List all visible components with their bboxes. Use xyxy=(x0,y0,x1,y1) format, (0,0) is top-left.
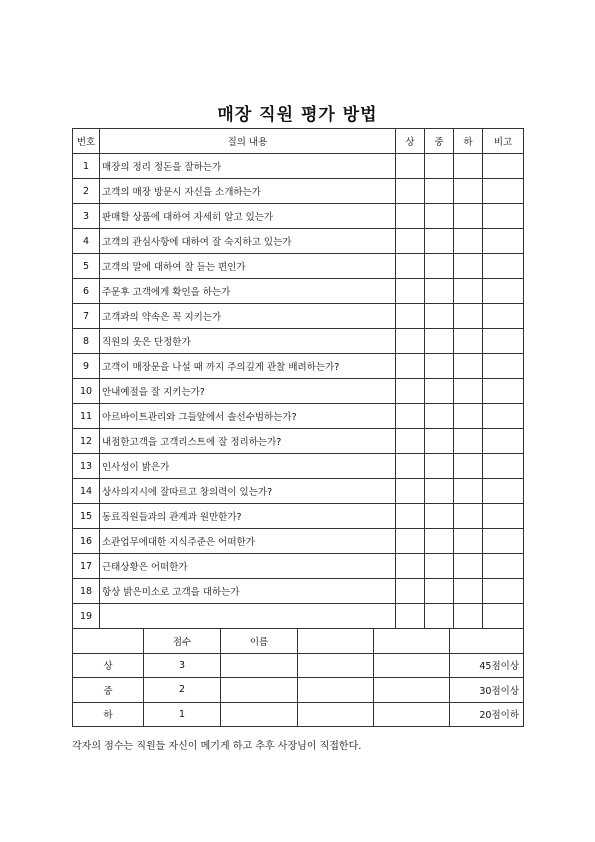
check-low-cell[interactable] xyxy=(454,379,483,404)
row-number: 1 xyxy=(73,154,100,179)
remark-cell[interactable] xyxy=(483,604,524,629)
row-question: 인사성이 밝은가 xyxy=(100,454,396,479)
table-row xyxy=(73,304,524,329)
row-number: 3 xyxy=(73,204,100,229)
row-number: 4 xyxy=(73,229,100,254)
header-remark: 비고 xyxy=(483,129,524,154)
row-question: 직원의 옷은 단정한가 xyxy=(100,329,396,354)
blank-cell[interactable] xyxy=(374,678,450,703)
score-header-row xyxy=(73,629,524,654)
score-row xyxy=(73,653,524,678)
check-mid-cell[interactable] xyxy=(425,479,454,504)
check-high-cell[interactable] xyxy=(396,279,425,304)
score-level: 중 xyxy=(73,678,144,703)
check-mid-cell[interactable] xyxy=(425,154,454,179)
check-low-cell[interactable] xyxy=(454,179,483,204)
remark-cell[interactable] xyxy=(483,204,524,229)
check-mid-cell[interactable] xyxy=(425,554,454,579)
row-question: 주문후 고객에게 확인을 하는가 xyxy=(100,279,396,304)
row-number: 5 xyxy=(73,254,100,279)
score-header-name: 이름 xyxy=(221,629,298,654)
remark-cell[interactable] xyxy=(483,229,524,254)
row-number: 10 xyxy=(73,379,100,404)
check-mid-cell[interactable] xyxy=(425,204,454,229)
check-high-cell[interactable] xyxy=(396,554,425,579)
table-row xyxy=(73,229,524,254)
remark-cell[interactable] xyxy=(483,154,524,179)
row-question: 항상 밝은미소로 고객을 대하는가 xyxy=(100,579,396,604)
header-high: 상 xyxy=(396,129,425,154)
remark-cell[interactable] xyxy=(483,579,524,604)
remark-cell[interactable] xyxy=(483,304,524,329)
remark-cell[interactable] xyxy=(483,404,524,429)
check-mid-cell[interactable] xyxy=(425,504,454,529)
table-row xyxy=(73,204,524,229)
check-mid-cell[interactable] xyxy=(425,604,454,629)
row-number: 11 xyxy=(73,404,100,429)
row-number: 6 xyxy=(73,279,100,304)
row-number: 18 xyxy=(73,579,100,604)
table-row xyxy=(73,404,524,429)
header-low: 하 xyxy=(454,129,483,154)
check-low-cell[interactable] xyxy=(454,329,483,354)
check-low-cell[interactable] xyxy=(454,304,483,329)
row-number: 19 xyxy=(73,604,100,629)
score-value: 2 xyxy=(144,678,221,703)
remark-cell[interactable] xyxy=(483,554,524,579)
score-row xyxy=(73,702,524,727)
check-high-cell[interactable] xyxy=(396,454,425,479)
check-low-cell[interactable] xyxy=(454,454,483,479)
row-question: 고객의 관심사항에 대하여 잘 숙지하고 있는가 xyxy=(100,229,396,254)
table-row xyxy=(73,529,524,554)
check-mid-cell[interactable] xyxy=(425,529,454,554)
remark-cell[interactable] xyxy=(483,179,524,204)
score-level: 상 xyxy=(73,653,144,678)
score-header-blank xyxy=(73,629,144,654)
blank-cell[interactable] xyxy=(298,653,374,678)
blank-cell[interactable] xyxy=(298,702,374,727)
row-question: 안내예절을 잘 지키는가? xyxy=(100,379,396,404)
name-cell[interactable] xyxy=(221,678,298,703)
check-mid-cell[interactable] xyxy=(425,304,454,329)
check-high-cell[interactable] xyxy=(396,529,425,554)
blank-cell[interactable] xyxy=(374,702,450,727)
check-mid-cell[interactable] xyxy=(425,379,454,404)
row-question: 동료직원들과의 관계과 원만한가? xyxy=(100,504,396,529)
remark-cell[interactable] xyxy=(483,379,524,404)
row-number: 16 xyxy=(73,529,100,554)
evaluation-header-row xyxy=(73,129,524,154)
table-row xyxy=(73,504,524,529)
table-row xyxy=(73,454,524,479)
check-mid-cell[interactable] xyxy=(425,229,454,254)
check-high-cell[interactable] xyxy=(396,479,425,504)
table-row xyxy=(73,379,524,404)
row-number: 13 xyxy=(73,454,100,479)
check-high-cell[interactable] xyxy=(396,604,425,629)
score-value: 3 xyxy=(144,653,221,678)
name-cell[interactable] xyxy=(221,653,298,678)
row-number: 12 xyxy=(73,429,100,454)
check-low-cell[interactable] xyxy=(454,504,483,529)
check-low-cell[interactable] xyxy=(454,229,483,254)
score-header-empty xyxy=(374,629,450,654)
row-question: 상사의지시에 잘따르고 창의력이 있는가? xyxy=(100,479,396,504)
remark-cell[interactable] xyxy=(483,279,524,304)
remark-cell[interactable] xyxy=(483,429,524,454)
score-standard: 20점이하 xyxy=(450,702,524,727)
evaluation-table xyxy=(72,128,524,629)
remark-cell[interactable] xyxy=(483,504,524,529)
check-low-cell[interactable] xyxy=(454,479,483,504)
remark-cell[interactable] xyxy=(483,454,524,479)
row-question: 고객의 매장 방문시 자신을 소개하는가 xyxy=(100,179,396,204)
table-row xyxy=(73,329,524,354)
name-cell[interactable] xyxy=(221,702,298,727)
score-table xyxy=(72,628,524,727)
score-standard: 30점이상 xyxy=(450,678,524,703)
table-row xyxy=(73,179,524,204)
check-low-cell[interactable] xyxy=(454,204,483,229)
row-number: 2 xyxy=(73,179,100,204)
remark-cell[interactable] xyxy=(483,329,524,354)
check-high-cell[interactable] xyxy=(396,329,425,354)
row-question: 근태상황은 어떠한가 xyxy=(100,554,396,579)
check-mid-cell[interactable] xyxy=(425,354,454,379)
row-number: 17 xyxy=(73,554,100,579)
remark-cell[interactable] xyxy=(483,479,524,504)
row-number: 8 xyxy=(73,329,100,354)
row-question: 소관업무에대한 지식주준은 어떠한가 xyxy=(100,529,396,554)
check-mid-cell[interactable] xyxy=(425,454,454,479)
row-question: 판매할 상품에 대하여 자세히 알고 있는가 xyxy=(100,204,396,229)
check-low-cell[interactable] xyxy=(454,529,483,554)
check-low-cell[interactable] xyxy=(454,604,483,629)
header-mid: 중 xyxy=(425,129,454,154)
check-high-cell[interactable] xyxy=(396,354,425,379)
check-mid-cell[interactable] xyxy=(425,179,454,204)
row-number: 9 xyxy=(73,354,100,379)
check-low-cell[interactable] xyxy=(454,254,483,279)
check-low-cell[interactable] xyxy=(454,554,483,579)
row-question: 고객이 매장문을 나설 때 까지 주의깊게 관찰 배려하는가? xyxy=(100,354,396,379)
check-high-cell[interactable] xyxy=(396,504,425,529)
score-value: 1 xyxy=(144,702,221,727)
blank-cell[interactable] xyxy=(374,653,450,678)
table-row xyxy=(73,154,524,179)
check-low-cell[interactable] xyxy=(454,354,483,379)
score-header-empty xyxy=(298,629,374,654)
check-low-cell[interactable] xyxy=(454,429,483,454)
table-row xyxy=(73,554,524,579)
row-question: 고객과의 약속은 꼭 지키는가 xyxy=(100,304,396,329)
footer-note: 각자의 점수는 직원들 자신이 메기게 하고 추후 사장님이 직접한다. xyxy=(72,741,362,752)
check-low-cell[interactable] xyxy=(454,279,483,304)
check-high-cell[interactable] xyxy=(396,429,425,454)
check-low-cell[interactable] xyxy=(454,154,483,179)
blank-cell[interactable] xyxy=(298,678,374,703)
score-level: 하 xyxy=(73,702,144,727)
check-mid-cell[interactable] xyxy=(425,404,454,429)
remark-cell[interactable] xyxy=(483,254,524,279)
page-title: 매장 직원 평가 방법 xyxy=(217,105,378,125)
table-row xyxy=(73,254,524,279)
row-question: 매장의 정리 정돈을 잘하는가 xyxy=(100,154,396,179)
check-high-cell[interactable] xyxy=(396,229,425,254)
row-number: 15 xyxy=(73,504,100,529)
check-high-cell[interactable] xyxy=(396,579,425,604)
row-number: 14 xyxy=(73,479,100,504)
row-number: 7 xyxy=(73,304,100,329)
score-header-empty xyxy=(450,629,524,654)
check-high-cell[interactable] xyxy=(396,254,425,279)
score-header-score: 점수 xyxy=(144,629,221,654)
table-row xyxy=(73,279,524,304)
table-row xyxy=(73,479,524,504)
row-question: 고객의 말에 대하여 잘 듣는 편인가 xyxy=(100,254,396,279)
check-low-cell[interactable] xyxy=(454,579,483,604)
check-high-cell[interactable] xyxy=(396,304,425,329)
check-mid-cell[interactable] xyxy=(425,279,454,304)
check-high-cell[interactable] xyxy=(396,379,425,404)
table-row xyxy=(73,604,524,629)
check-high-cell[interactable] xyxy=(396,154,425,179)
table-row xyxy=(73,429,524,454)
check-mid-cell[interactable] xyxy=(425,254,454,279)
row-question: 아르바이트관리와 그들앞에서 솔선수범하는가? xyxy=(100,404,396,429)
table-row xyxy=(73,579,524,604)
table-row xyxy=(73,354,524,379)
remark-cell[interactable] xyxy=(483,529,524,554)
header-question: 질의 내용 xyxy=(100,129,396,154)
check-high-cell[interactable] xyxy=(396,204,425,229)
row-question xyxy=(100,604,396,629)
header-no: 번호 xyxy=(73,129,100,154)
row-question: 내점한고객을 고객리스트에 잘 정리하는가? xyxy=(100,429,396,454)
check-mid-cell[interactable] xyxy=(425,429,454,454)
check-mid-cell[interactable] xyxy=(425,579,454,604)
check-mid-cell[interactable] xyxy=(425,329,454,354)
score-standard: 45점이상 xyxy=(450,653,524,678)
score-row xyxy=(73,678,524,703)
remark-cell[interactable] xyxy=(483,354,524,379)
check-high-cell[interactable] xyxy=(396,179,425,204)
check-high-cell[interactable] xyxy=(396,404,425,429)
check-low-cell[interactable] xyxy=(454,404,483,429)
